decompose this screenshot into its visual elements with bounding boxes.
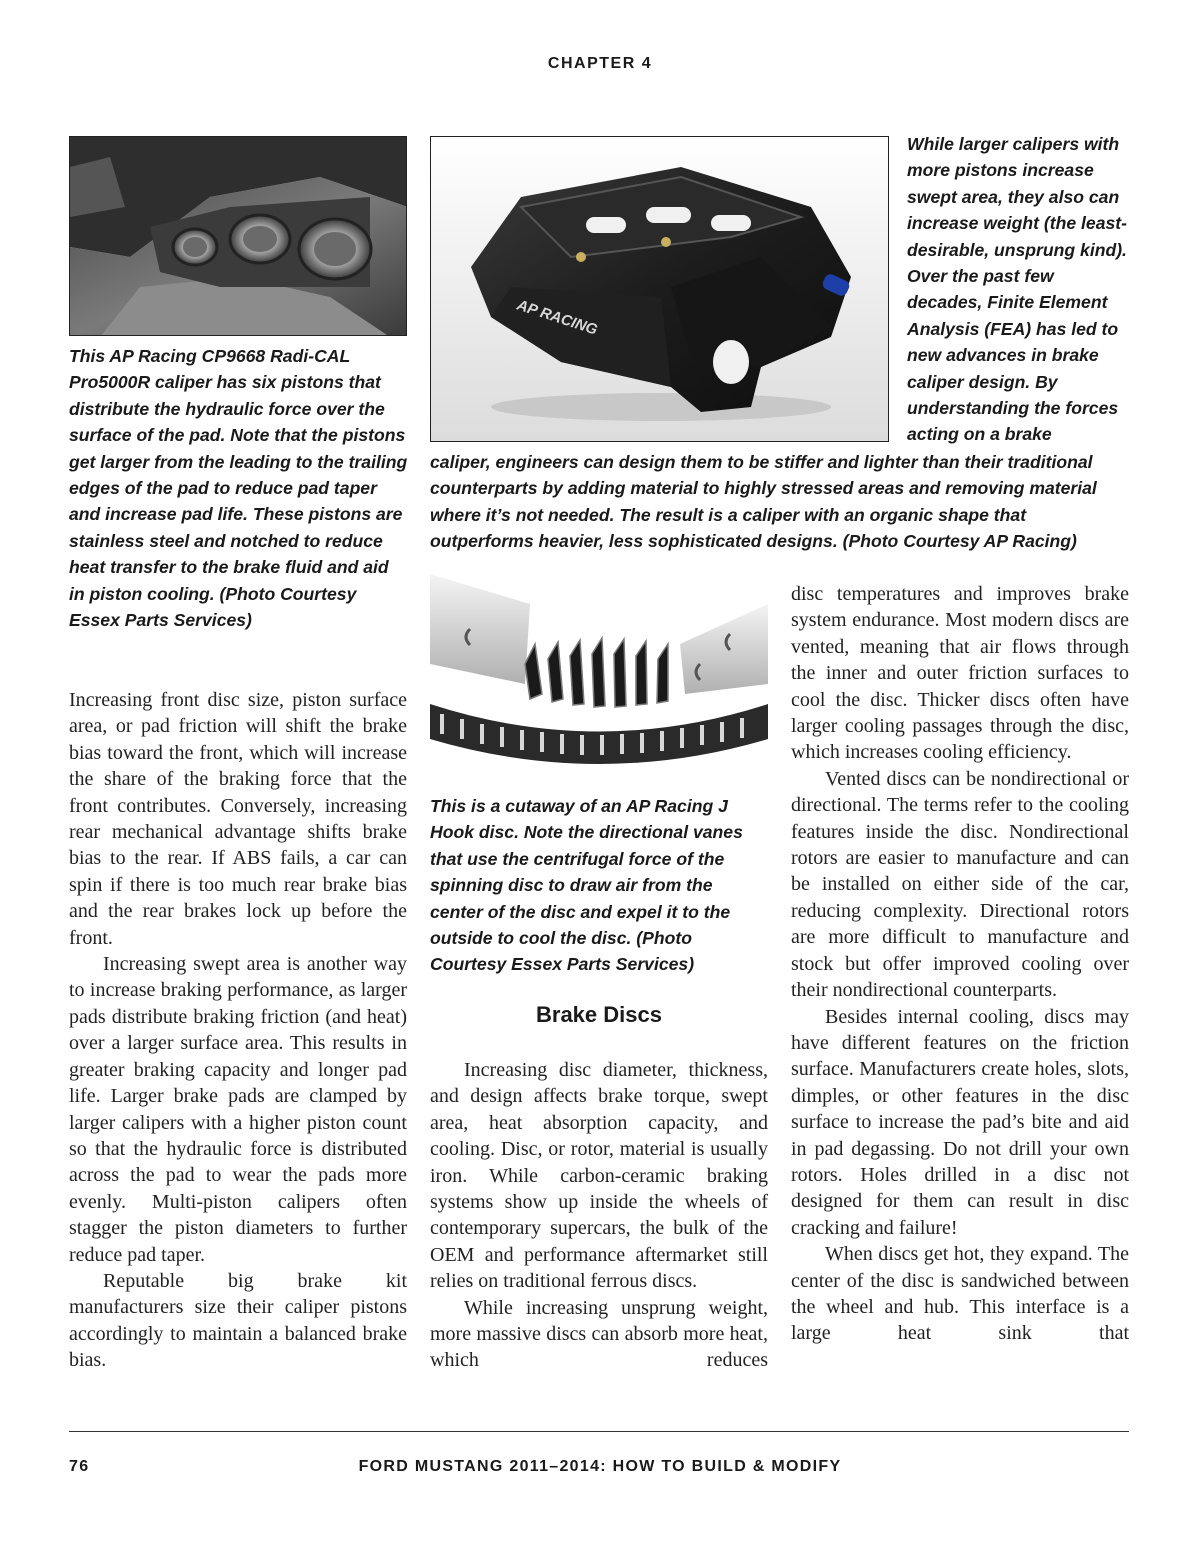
column-1-paragraph: Increasing swept area is another way to increase braking performance, as larger pads distribute braking friction (and heat) over a larger surface area. This results in greater braking capacity and longer pad life. Larger brake pads are clamped by larger calipers with a higher piston count so that the hydraulic force is distributed across the pad to wear the pads more evenly. Multi-piston calipers often stagger the piston diameters to further reduce pad taper. — [69, 953, 407, 1266]
column-1-paragraph: Increasing front disc size, piston surface area, or pad friction will shift the brake bias toward the front, which will increase the share of the braking force that the front contributes. Conversely, increasing rear mechanical advantage shifts brake bias to the rear. If ABS fails, a car can spin if there is too much rear brake bias and the rear brakes lock up before the front. — [69, 689, 407, 949]
book-title: FORD MUSTANG 2011–2014: HOW TO BUILD & MODIFY — [358, 1458, 842, 1475]
caption-fea-side: While larger calipers with more pistons increase swept area, they also can increase weight (the least-desirable, unsprung kind). Over the past few decades, Finite Element Analysis (FEA) has led to new advances in brake caliper design. By understanding the forces acting on a brake — [907, 134, 1127, 445]
column-3-paragraph: Vented discs can be nondirectional or directional. The terms refer to the cooling features inside the disc. Nondirectional rotors are easier to manufacture and can be installed on either side of the car, reducing complexity. Directional rotors are more difficult to manufacture and stock but offer improved cooling over their nondirectional counterparts. — [791, 767, 1129, 1002]
ap-racing-caliper-icon — [431, 137, 889, 442]
caption-caliper-pistons: This AP Racing CP9668 Radi-CAL Pro5000R caliper has six pistons that distribute the hydraulic force over the surface of the pad. Note that the pistons get larger from the leading to the trailing edges of the pad to reduce pad taper and increase pad life. These pistons are stainless steel and notched to reduce heat transfer to the brake fluid and aid in piston cooling. (Photo Courtesy Essex Parts Services) — [69, 346, 408, 631]
column-2-paragraph: Increasing disc diameter, thickness, and design affects brake torque, swept area, heat absorption capacity, and cooling. Disc, or rotor, material is usually iron. While carbon-ceramic braking systems show up inside the wheels of contemporary supercars, the bulk of the OEM and performance aftermarket still relies on traditional ferrous discs. — [430, 1059, 768, 1293]
column-3-paragraph: Besides internal cooling, discs may have different features on the friction surface. Manufacturers create holes, slots, dimples, or other features in the disc surface to increase the pad’s bite and aid in pad degassing. Do not drill your own rotors. Holes drilled in a disc not designed for them can result in disc cracking and failure! — [791, 1005, 1129, 1239]
page-number: 76 — [69, 1458, 90, 1475]
section-heading-brake-discs: Brake Discs — [536, 1002, 662, 1027]
footer-rule — [69, 1431, 1129, 1432]
caliper-closeup-photo — [69, 136, 407, 336]
column-1-text — [69, 687, 407, 1374]
caption-fea-bottom: caliper, engineers can design them to be stiffer and lighter than their traditional counterparts by adding material to highly stressed areas and removing material where it’s not needed. The result is a caliper with an organic shape that outperforms heavier, less sophisticated designs. (Photo Courtesy AP Racing) — [430, 452, 1097, 552]
disc-cutaway-icon — [430, 574, 768, 774]
column-2-paragraph: While increasing unsprung weight, more massive discs can absorb more heat, which reduces — [430, 1296, 768, 1372]
caption-disc-cutaway: This is a cutaway of an AP Racing J Hook disc. Note the directional vanes that use the centrifugal force of the spinning disc to draw air from the center of the disc and expel it to the outside to cool the disc. (Photo Courtesy Essex Parts Services) — [430, 796, 743, 975]
chapter-header: CHAPTER 4 — [547, 55, 653, 72]
ap-racing-caliper-photo — [430, 136, 889, 442]
column-1-paragraph: Reputable big brake kit manufacturers size their caliper pistons accordingly to maintain a balanced brake bias. — [69, 1269, 407, 1372]
column-3-paragraph: disc temperatures and improves brake system endurance. Most modern discs are vented, meaning that air flows through the inner and outer friction surfaces to cool the disc. Thicker discs often have larger cooling passages through the disc, which increases cooling efficiency. — [791, 583, 1129, 764]
column-3-paragraph: When discs get hot, they expand. The center of the disc is sandwiched between the wheel and hub. This interface is a large heat sink that — [791, 1243, 1129, 1345]
caliper-pistons-icon — [70, 137, 407, 336]
disc-cutaway-photo — [430, 574, 768, 774]
column-2-text — [430, 1057, 768, 1374]
column-3-text — [791, 581, 1129, 1347]
ap-racing-logo: AP RACING — [514, 296, 600, 339]
